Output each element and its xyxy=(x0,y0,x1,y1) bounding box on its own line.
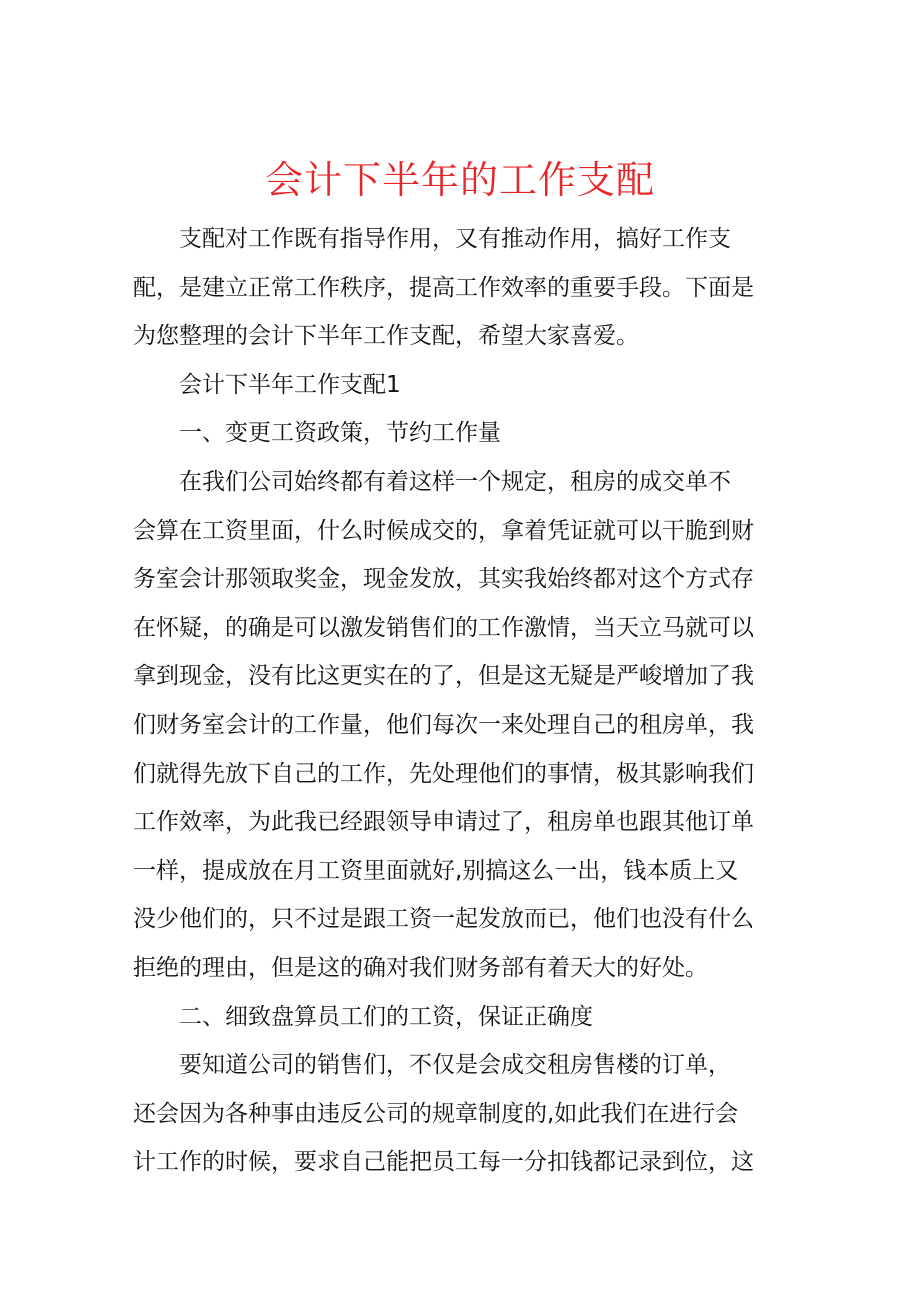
text-line: 在我们公司始终都有着这样一个规定，租房的成交单不 xyxy=(179,468,731,495)
text-line: 计工作的时候，要求自己能把员工每一分扣钱都记录到位，这 xyxy=(133,1149,754,1176)
text-line: 拒绝的理由，但是这的确对我们财务部有着天大的好处。 xyxy=(133,954,708,981)
document-title: 会计下半年的工作支配 xyxy=(264,158,655,202)
section-heading-2 xyxy=(133,993,795,1042)
document-body xyxy=(133,215,795,1187)
text-line: 为您整理的会计下半年工作支配，希望大家喜爱。 xyxy=(133,323,639,350)
paragraph-section-2 xyxy=(133,1041,795,1187)
text-line: 会算在工资里面，什么时候成交的，拿着凭证就可以干脆到财 xyxy=(133,517,754,544)
section-heading-1 xyxy=(133,409,795,458)
text-line: 二、细致盘算员工们的工资，保证正确度 xyxy=(179,1003,593,1030)
text-line: 工作效率，为此我已经跟领导申请过了，租房单也跟其他订单 xyxy=(133,809,754,836)
text-line: 会计下半年工作支配1 xyxy=(179,371,401,398)
paragraph-section-1 xyxy=(133,458,795,993)
text-line: 要知道公司的销售们，不仅是会成交租房售楼的订单， xyxy=(179,1052,731,1079)
text-line: 没少他们的，只不过是跟工资一起发放而已，他们也没有什么 xyxy=(133,906,754,933)
paragraph-intro xyxy=(133,215,795,361)
text-line: 务室会计那领取奖金，现金发放，其实我始终都对这个方式存 xyxy=(133,566,754,593)
text-line: 一、变更工资政策，节约工作量 xyxy=(179,420,501,447)
text-line: 拿到现金，没有比这更实在的了，但是这无疑是严峻增加了我 xyxy=(133,663,754,690)
text-line: 配，是建立正常工作秩序，提高工作效率的重要手段。下面是 xyxy=(133,274,754,301)
text-line: 支配对工作既有指导作用，又有推动作用，搞好工作支 xyxy=(179,226,731,252)
section-heading-plan-1 xyxy=(133,361,795,410)
text-line: 们就得先放下自己的工作，先处理他们的事情，极其影响我们 xyxy=(133,760,754,787)
text-line: 在怀疑，的确是可以激发销售们的工作激情，当天立马就可以 xyxy=(133,614,754,641)
text-line: 还会因为各种事由违反公司的规章制度的,如此我们在进行会 xyxy=(133,1100,739,1127)
text-line: 们财务室会计的工作量，他们每次一来处理自己的租房单，我 xyxy=(133,711,754,738)
text-line: 一样，提成放在月工资里面就好,别搞这么一出，钱本质上又 xyxy=(133,857,739,884)
